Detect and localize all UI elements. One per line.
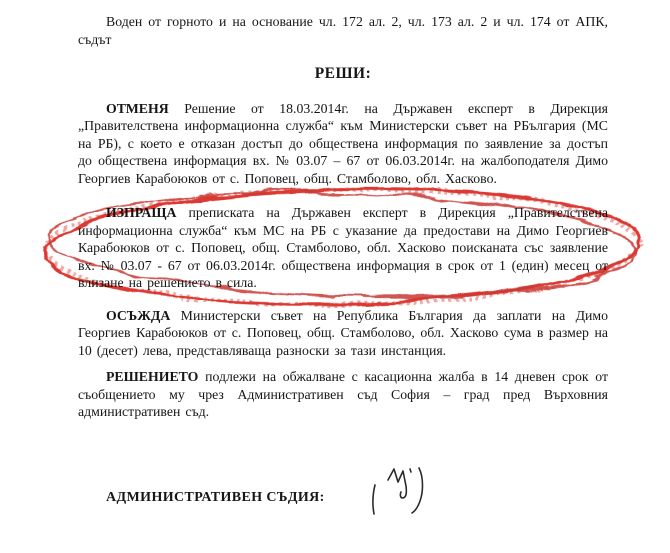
signature-label: АДМИНИСТРАТИВЕН СЪДИЯ: [106, 489, 325, 505]
paragraph-osazhda-lead: ОСЪЖДА [106, 307, 171, 323]
paragraph-otmenia-lead: ОТМЕНЯ [106, 100, 169, 116]
paragraph-reshenieto-body: подлежи на обжалване с касационна жалба в 14 дневен срок от съобщението му чрез Административен съд София – град пред Върховния административен съд. [78, 369, 608, 419]
signature-row [78, 447, 608, 507]
decision-heading [78, 65, 608, 83]
intro-paragraph [78, 13, 608, 48]
circled-paragraph-container [78, 204, 608, 292]
paragraph-reshenieto-lead: РЕШЕНИЕТО [106, 369, 199, 384]
paragraph-osazhda-body: Министерски съвет на Република България да заплати на Димо Георгиев Карабоюков от с. Поповец, общ. Стамболово, обл. Хасково сума в размер на 10 (десет) лева, представляваща разноски за тази инстанция. [78, 307, 608, 358]
paragraph-reshenieto [78, 368, 608, 421]
paragraph-osazhda [78, 307, 608, 360]
paragraph-otmenia [78, 100, 608, 188]
decision-heading-text: РЕШИ: [314, 65, 372, 82]
paragraph-izprashta-lead: ИЗПРАЩА [106, 205, 177, 220]
paragraph-izprashta-body: преписката на Държавен експерт в Дирекция „Правителствена информационна служба“ към МС на РБ с указание да предостави на Димо Георгиев Карабоюков от с. Поповец, общ. Стамболово, обл. Хасково поисканата със заявление вх. № 03.07 - 67 от 06.03.2014г. обществена информация в срок от 1 (един) месец от влизане на решението в сила. [78, 205, 608, 290]
paragraph-izprashta [78, 204, 608, 292]
paragraph-otmenia-body: Решение от 18.03.2014г. на Държавен експерт в Дирекция „Правителствена информационна служба“ към Министерски съвет на РБългария (МС на РБ), с което е отказан достъп до обществена информация по заявление за достъп до обществена информация вх. № 03.07 – 67 от 06.03.2014г. на жалбоподателя Димо Георгиев Карабоюков от с. Поповец, общ. Стамболово, обл. Хасково. [78, 100, 608, 186]
document-text-block [78, 13, 608, 507]
signature-scribble [337, 465, 435, 525]
intro-text: Воден от горното и на основание чл. 172 ал. 2, чл. 173 ал. 2 и чл. 174 от АПК, съдът [78, 14, 608, 47]
